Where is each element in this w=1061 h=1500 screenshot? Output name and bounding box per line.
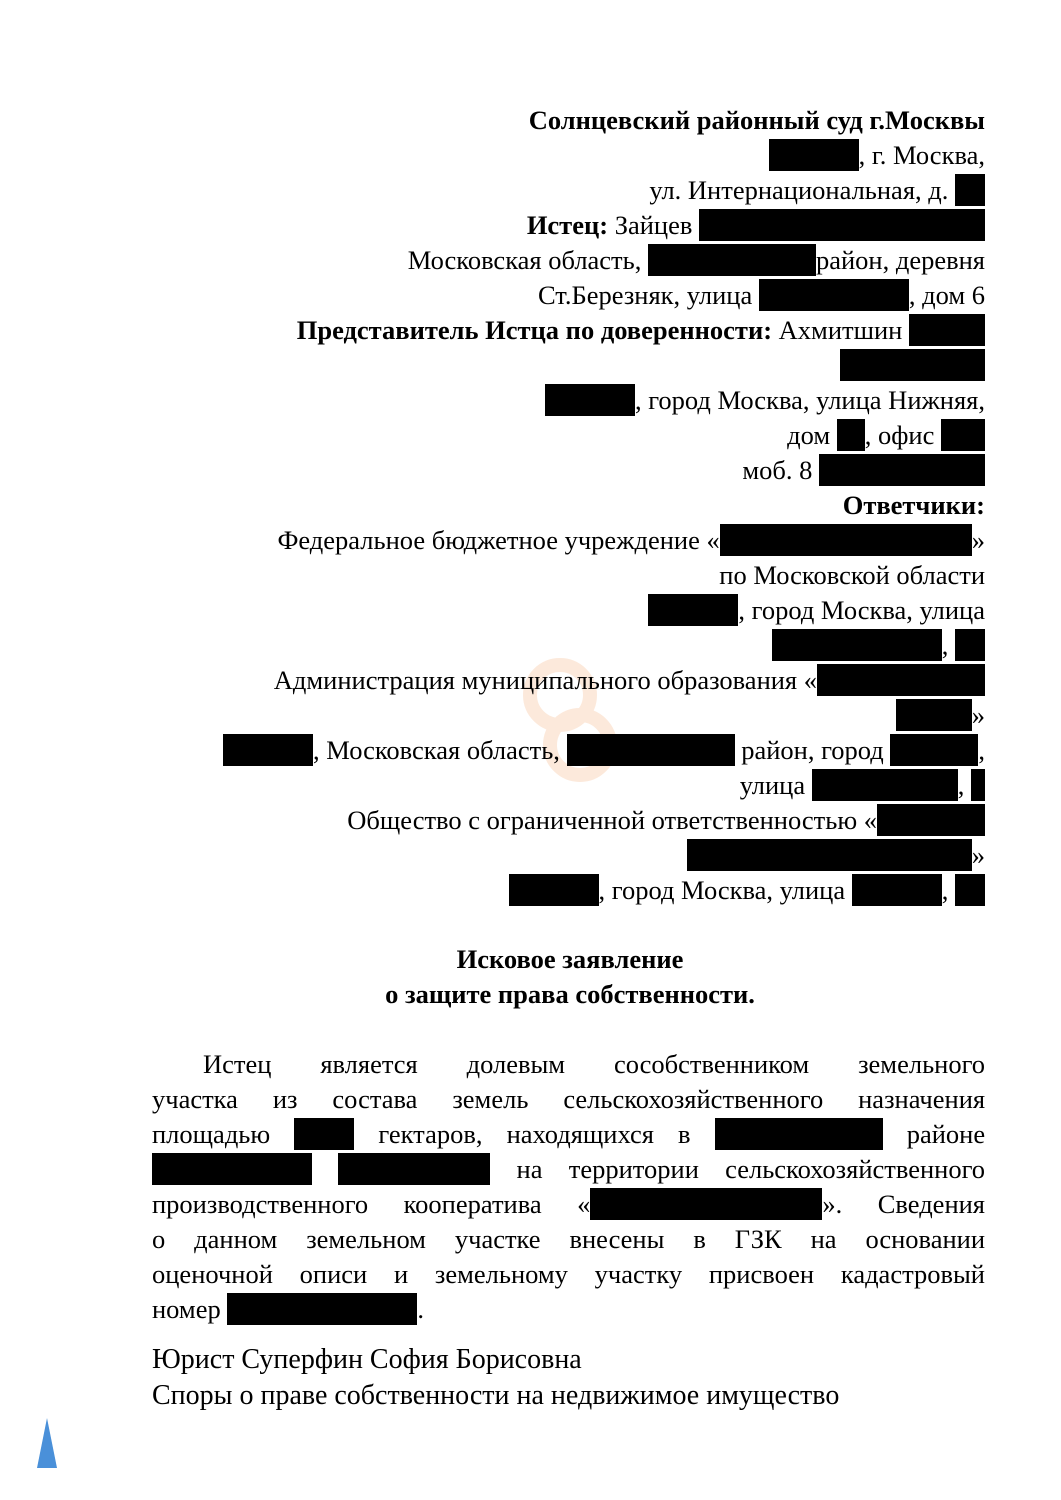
redaction: [545, 384, 635, 416]
defendant-1-line-2: по Московской области: [719, 560, 985, 590]
court-name: Солнцевский районный суд г.Москвы: [528, 105, 985, 135]
redaction: [772, 629, 942, 661]
body-line-4: на территории сельскохозяйственного: [152, 1152, 985, 1187]
redaction: [896, 699, 972, 731]
footer-lawyer: Юрист Суперфин София Борисовна: [152, 1344, 582, 1375]
defendant-3-line-2: »: [687, 838, 985, 873]
footer-topic: Споры о праве собственности на недвижимое имущество: [152, 1380, 840, 1411]
redaction: [759, 279, 909, 311]
redaction: [769, 139, 859, 171]
redaction: [837, 419, 865, 451]
plaintiff-address-line-2: Ст.Березняк, улица , дом 6: [537, 280, 985, 310]
redaction: [890, 734, 978, 766]
redaction: [812, 769, 958, 801]
representative-line-2: [840, 348, 985, 383]
defendants-label: Ответчики:: [842, 490, 985, 520]
redaction: [909, 314, 985, 346]
redaction: [955, 629, 985, 661]
redaction: [509, 874, 599, 906]
court-address-line-2: ул. Интернациональная, д.: [649, 173, 985, 208]
redaction: [720, 524, 972, 556]
redaction: [840, 349, 985, 381]
representative-address-line-1: , город Москва, улица Нижняя,: [545, 383, 985, 418]
defendant-1-address-line-1: , город Москва, улица: [648, 593, 985, 628]
redaction: [817, 664, 985, 696]
representative-address-line-2: дом , офис: [787, 418, 985, 453]
redaction: [715, 1118, 883, 1150]
redaction: [152, 1153, 312, 1185]
redaction: [971, 769, 985, 801]
document-subtitle: о защите права собственности.: [385, 979, 755, 1009]
redaction: [227, 1293, 417, 1325]
redaction: [294, 1118, 354, 1150]
body-line-5: производственного кооператива « ». Сведения: [152, 1189, 985, 1219]
representative-phone: моб. 8: [742, 453, 985, 488]
defendant-2-address-line-1: , Московская область, район, город ,: [223, 733, 985, 768]
defendant-3-address: , город Москва, улица ,: [509, 873, 986, 908]
representative-line: Представитель Истца по доверенности: Ахмитшин: [297, 313, 985, 348]
defendant-1-address-line-2: ,: [772, 628, 985, 663]
redaction: [941, 419, 985, 451]
redaction: [877, 804, 985, 836]
redaction: [955, 874, 985, 906]
redaction: [567, 734, 735, 766]
redaction: [699, 209, 985, 241]
body-line-1: Истец является долевым сособственником земельного: [203, 1049, 986, 1079]
defendant-1-line-1: Федеральное бюджетное учреждение « »: [277, 525, 985, 555]
body-line-3: площадью гектаров, находящихся в районе: [152, 1119, 986, 1149]
logo-icon: [37, 1418, 57, 1468]
redaction: [687, 839, 972, 871]
redaction: [223, 734, 313, 766]
defendant-2-address-line-2: улица ,: [740, 768, 985, 803]
document-title: Исковое заявление: [456, 944, 684, 974]
defendant-3-line-1: Общество с ограниченной ответственностью «: [347, 803, 985, 838]
redaction: [590, 1188, 822, 1220]
defendant-2-line-1: Администрация муниципального образования «: [274, 663, 985, 698]
redaction: [852, 874, 942, 906]
redaction: [819, 454, 985, 486]
redaction: [955, 174, 985, 206]
plaintiff-address-line-1: Московская область, район, деревня: [407, 245, 985, 275]
redaction: [648, 594, 738, 626]
redaction: [338, 1153, 490, 1185]
redaction: [648, 244, 816, 276]
plaintiff-line: Истец: Зайцев: [527, 208, 985, 243]
body-line-6: о данном земельном участке внесены в ГЗК на основании: [152, 1224, 986, 1254]
body-line-7: оценочной описи и земельному участку присвоен кадастровый: [152, 1259, 985, 1289]
defendant-2-line-2: »: [896, 698, 985, 733]
body-line-2: участка из состава земель сельскохозяйственного назначения: [152, 1084, 986, 1114]
body-line-8: номер .: [152, 1294, 424, 1324]
court-address-line-1: , г. Москва,: [769, 138, 985, 173]
